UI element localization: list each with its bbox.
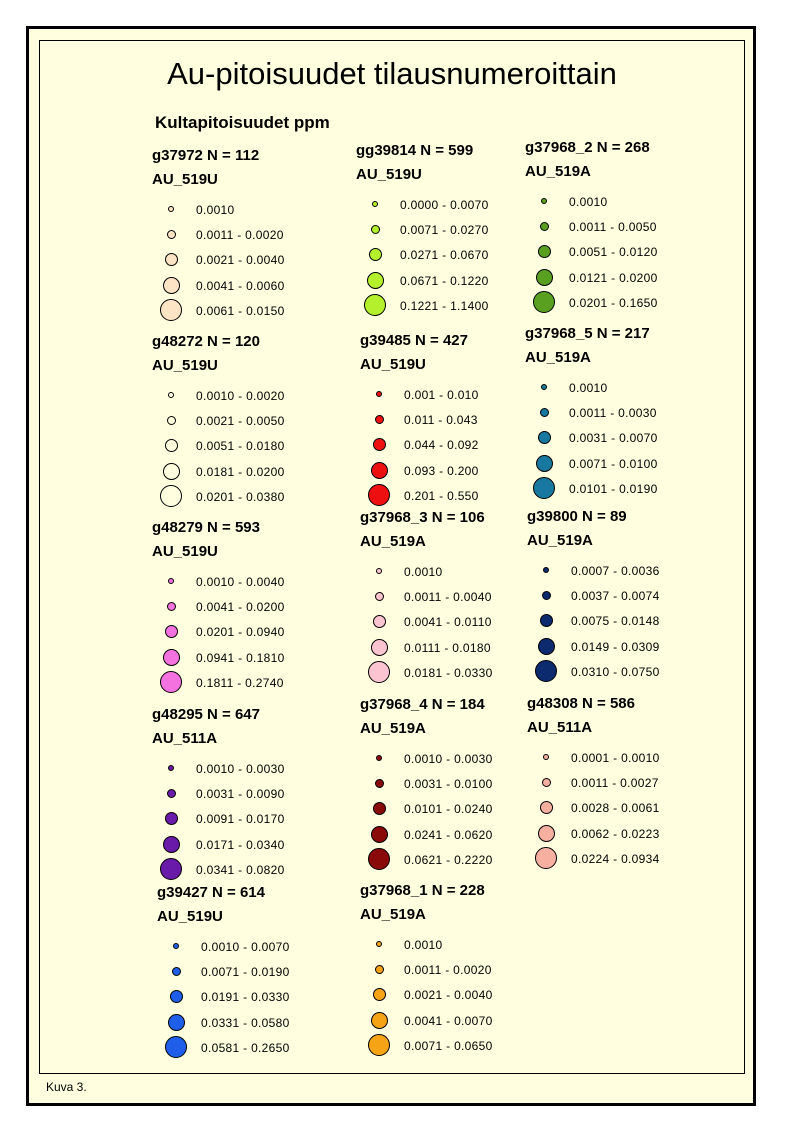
- class-range-label: 0.011 - 0.043: [404, 413, 478, 427]
- circle-symbol-icon: [533, 291, 555, 313]
- class-range-label: 0.0010 - 0.0020: [196, 389, 285, 403]
- class-range-label: 0.1221 - 1.1400: [400, 299, 489, 313]
- class-range-label: 0.0021 - 0.0040: [404, 988, 493, 1002]
- class-range-label: 0.1811 - 0.2740: [196, 676, 284, 690]
- circle-symbol-icon: [376, 755, 382, 761]
- circle-symbol-icon: [372, 201, 378, 207]
- group-field: AU_511A: [152, 730, 218, 747]
- legend-entry: [152, 596, 352, 616]
- class-range-label: 0.0037 - 0.0074: [571, 589, 660, 603]
- circle-symbol-icon: [163, 649, 180, 666]
- figure-caption: Kuva 3.: [46, 1080, 87, 1094]
- class-range-label: 0.0011 - 0.0050: [569, 220, 657, 234]
- class-range-label: 0.0201 - 0.0940: [196, 625, 285, 639]
- circle-symbol-icon: [168, 578, 174, 584]
- class-range-label: 0.0241 - 0.0620: [404, 828, 493, 842]
- circle-symbol-icon: [536, 269, 553, 286]
- group-heading: g39427 N = 614: [157, 884, 265, 901]
- class-range-label: 0.0581 - 0.2650: [201, 1041, 290, 1055]
- class-range-label: 0.0091 - 0.0170: [196, 812, 285, 826]
- circle-symbol-icon: [538, 825, 555, 842]
- class-range-label: 0.0010: [569, 195, 608, 209]
- legend-entry: [157, 986, 357, 1006]
- group-field: AU_519A: [360, 720, 426, 737]
- class-range-label: 0.0181 - 0.0200: [196, 465, 285, 479]
- circle-symbol-icon: [373, 988, 386, 1001]
- group-field: AU_519U: [152, 543, 218, 560]
- class-range-label: 0.0071 - 0.0100: [569, 457, 658, 471]
- circle-symbol-icon: [160, 858, 182, 880]
- circle-symbol-icon: [167, 230, 176, 239]
- legend-entry: [525, 191, 725, 211]
- legend-entry: [157, 961, 357, 981]
- class-range-label: 0.0011 - 0.0040: [404, 590, 492, 604]
- class-range-label: 0.0031 - 0.0090: [196, 787, 285, 801]
- class-range-label: 0.0671 - 0.1220: [400, 274, 489, 288]
- legend-entry: [527, 823, 727, 843]
- group-heading: g37968_3 N = 106: [360, 509, 485, 526]
- class-range-label: 0.0041 - 0.0070: [404, 1014, 493, 1028]
- legend-entry: [152, 486, 352, 506]
- class-range-label: 0.0201 - 0.1650: [569, 296, 658, 310]
- circle-symbol-icon: [371, 462, 388, 479]
- circle-symbol-icon: [368, 1034, 390, 1056]
- legend-entry: [525, 241, 725, 261]
- class-range-label: 0.0271 - 0.0670: [400, 248, 489, 262]
- legend-entry: [157, 936, 357, 956]
- class-range-label: 0.0000 - 0.0070: [400, 198, 489, 212]
- circle-symbol-icon: [165, 625, 178, 638]
- circle-symbol-icon: [163, 836, 180, 853]
- legend-entry: [152, 808, 352, 828]
- group-field: AU_519A: [527, 532, 593, 549]
- circle-symbol-icon: [168, 765, 174, 771]
- class-range-label: 0.0071 - 0.0190: [201, 965, 290, 979]
- class-range-label: 0.0010: [404, 565, 443, 579]
- circle-symbol-icon: [160, 485, 182, 507]
- legend-entry: [152, 783, 352, 803]
- circle-symbol-icon: [167, 789, 176, 798]
- circle-symbol-icon: [168, 206, 174, 212]
- class-range-label: 0.0331 - 0.0580: [201, 1016, 290, 1030]
- class-range-label: 0.0101 - 0.0190: [569, 482, 658, 496]
- class-range-label: 0.0010 - 0.0030: [404, 752, 493, 766]
- class-range-label: 0.0149 - 0.0309: [571, 640, 660, 654]
- circle-symbol-icon: [369, 248, 382, 261]
- class-range-label: 0.0181 - 0.0330: [404, 666, 493, 680]
- group-heading: g37968_2 N = 268: [525, 139, 650, 156]
- circle-symbol-icon: [376, 941, 382, 947]
- class-range-label: 0.0941 - 0.1810: [196, 651, 285, 665]
- legend-entry: [360, 1010, 560, 1030]
- class-range-label: 0.0051 - 0.0180: [196, 439, 285, 453]
- legend-entry: [525, 216, 725, 236]
- class-range-label: 0.0010: [404, 938, 443, 952]
- legend-subtitle: Kultapitoisuudet ppm: [155, 113, 330, 132]
- circle-symbol-icon: [375, 965, 384, 974]
- class-range-label: 0.0111 - 0.0180: [404, 641, 491, 655]
- legend-entry: [152, 672, 352, 692]
- circle-symbol-icon: [376, 391, 382, 397]
- group-heading: g48279 N = 593: [152, 519, 260, 536]
- class-range-label: 0.0028 - 0.0061: [571, 801, 660, 815]
- page-title: Au-pitoisuudet tilausnumeroittain: [167, 56, 617, 91]
- group-field: AU_519U: [157, 908, 223, 925]
- group-heading: g37972 N = 112: [152, 147, 260, 164]
- class-range-label: 0.0310 - 0.0750: [571, 665, 660, 679]
- class-range-label: 0.001 - 0.010: [404, 388, 479, 402]
- legend-entry: [360, 984, 560, 1004]
- circle-symbol-icon: [543, 754, 549, 760]
- legend-entry: [152, 224, 352, 244]
- circle-symbol-icon: [163, 463, 180, 480]
- class-range-label: 0.0010 - 0.0030: [196, 762, 285, 776]
- legend-entry: [152, 621, 352, 641]
- class-range-label: 0.0031 - 0.0070: [569, 431, 658, 445]
- class-range-label: 0.0201 - 0.0380: [196, 490, 285, 504]
- class-range-label: 0.0191 - 0.0330: [201, 990, 290, 1004]
- circle-symbol-icon: [541, 198, 547, 204]
- circle-symbol-icon: [368, 848, 390, 870]
- legend-entry: [527, 661, 727, 681]
- circle-symbol-icon: [376, 568, 382, 574]
- group-heading: gg39814 N = 599: [356, 142, 474, 159]
- class-range-label: 0.0224 - 0.0934: [571, 852, 660, 866]
- group-field: AU_519U: [152, 357, 218, 374]
- class-range-label: 0.0075 - 0.0148: [571, 614, 660, 628]
- legend-entry: [152, 834, 352, 854]
- legend-entry: [152, 385, 352, 405]
- class-range-label: 0.0041 - 0.0200: [196, 600, 285, 614]
- legend-entry: [152, 410, 352, 430]
- circle-symbol-icon: [160, 671, 182, 693]
- group-field: AU_511A: [527, 719, 593, 736]
- class-range-label: 0.0011 - 0.0020: [404, 963, 492, 977]
- circle-symbol-icon: [170, 990, 183, 1003]
- group-field: AU_519A: [360, 533, 426, 550]
- class-range-label: 0.0621 - 0.2220: [404, 853, 493, 867]
- legend-entry: [157, 1012, 357, 1032]
- circle-symbol-icon: [368, 484, 390, 506]
- class-range-label: 0.0341 - 0.0820: [196, 863, 285, 877]
- class-range-label: 0.0001 - 0.0010: [571, 751, 660, 765]
- group-heading: g39485 N = 427: [360, 332, 468, 349]
- legend-entry: [527, 560, 727, 580]
- legend-entry: [525, 377, 725, 397]
- legend-entry: [152, 435, 352, 455]
- legend-entry: [157, 1037, 357, 1057]
- circle-symbol-icon: [168, 1014, 185, 1031]
- class-range-label: 0.0011 - 0.0027: [571, 776, 659, 790]
- circle-symbol-icon: [364, 294, 386, 316]
- class-range-label: 0.0061 - 0.0150: [196, 304, 285, 318]
- legend-entry: [152, 461, 352, 481]
- legend-entry: [527, 772, 727, 792]
- legend-entry: [527, 747, 727, 767]
- circle-symbol-icon: [540, 801, 553, 814]
- circle-symbol-icon: [540, 614, 553, 627]
- legend-entry: [527, 636, 727, 656]
- group-heading: g48295 N = 647: [152, 706, 260, 723]
- class-range-label: 0.0011 - 0.0020: [196, 228, 284, 242]
- circle-symbol-icon: [542, 778, 551, 787]
- legend-entry: [360, 934, 560, 954]
- legend-entry: [527, 848, 727, 868]
- group-heading: g39800 N = 89: [527, 508, 627, 525]
- class-range-label: 0.0171 - 0.0340: [196, 838, 285, 852]
- circle-symbol-icon: [167, 602, 176, 611]
- circle-symbol-icon: [375, 779, 384, 788]
- circle-symbol-icon: [165, 1036, 187, 1058]
- group-field: AU_519A: [360, 906, 426, 923]
- circle-symbol-icon: [535, 660, 557, 682]
- group-field: AU_519A: [525, 163, 591, 180]
- legend-entry: [152, 647, 352, 667]
- class-range-label: 0.0062 - 0.0223: [571, 827, 660, 841]
- circle-symbol-icon: [371, 639, 388, 656]
- class-range-label: 0.0010 - 0.0070: [201, 940, 290, 954]
- class-range-label: 0.0041 - 0.0060: [196, 279, 285, 293]
- legend-entry: [525, 402, 725, 422]
- legend-entry: [152, 571, 352, 591]
- class-range-label: 0.0021 - 0.0050: [196, 414, 285, 428]
- class-range-label: 0.201 - 0.550: [404, 489, 479, 503]
- class-range-label: 0.0011 - 0.0030: [569, 406, 657, 420]
- legend-entry: [525, 292, 725, 312]
- legend-entry: [152, 758, 352, 778]
- class-range-label: 0.0010 - 0.0040: [196, 575, 285, 589]
- group-field: AU_519U: [356, 166, 422, 183]
- class-range-label: 0.0021 - 0.0040: [196, 253, 285, 267]
- legend-entry: [152, 859, 352, 879]
- circle-symbol-icon: [538, 638, 555, 655]
- group-field: AU_519U: [360, 356, 426, 373]
- circle-symbol-icon: [535, 847, 557, 869]
- circle-symbol-icon: [538, 245, 551, 258]
- class-range-label: 0.0071 - 0.0650: [404, 1039, 493, 1053]
- group-heading: g37968_1 N = 228: [360, 882, 485, 899]
- legend-entry: [152, 249, 352, 269]
- circle-symbol-icon: [165, 812, 178, 825]
- group-field: AU_519A: [525, 349, 591, 366]
- circle-symbol-icon: [538, 431, 551, 444]
- legend-entry: [527, 585, 727, 605]
- circle-symbol-icon: [373, 438, 386, 451]
- circle-symbol-icon: [371, 225, 380, 234]
- circle-symbol-icon: [540, 222, 549, 231]
- circle-symbol-icon: [533, 477, 555, 499]
- circle-symbol-icon: [173, 943, 179, 949]
- legend-entry: [360, 1035, 560, 1055]
- class-range-label: 0.0101 - 0.0240: [404, 802, 493, 816]
- class-range-label: 0.0010: [196, 203, 235, 217]
- circle-symbol-icon: [160, 299, 182, 321]
- class-range-label: 0.0010: [569, 381, 608, 395]
- circle-symbol-icon: [167, 416, 176, 425]
- legend-entry: [152, 199, 352, 219]
- circle-symbol-icon: [163, 277, 180, 294]
- legend-entry: [527, 610, 727, 630]
- circle-symbol-icon: [367, 272, 384, 289]
- legend-entry: [525, 478, 725, 498]
- class-range-label: 0.044 - 0.092: [404, 438, 479, 452]
- circle-symbol-icon: [165, 439, 178, 452]
- circle-symbol-icon: [543, 567, 549, 573]
- class-range-label: 0.0031 - 0.0100: [404, 777, 493, 791]
- circle-symbol-icon: [541, 384, 547, 390]
- circle-symbol-icon: [165, 253, 178, 266]
- class-range-label: 0.093 - 0.200: [404, 464, 479, 478]
- legend-entry: [152, 275, 352, 295]
- circle-symbol-icon: [540, 408, 549, 417]
- legend-entry: [525, 267, 725, 287]
- legend-entry: [525, 427, 725, 447]
- circle-symbol-icon: [373, 802, 386, 815]
- legend-entry: [360, 959, 560, 979]
- class-range-label: 0.0041 - 0.0110: [404, 615, 492, 629]
- class-range-label: 0.0071 - 0.0270: [400, 223, 489, 237]
- circle-symbol-icon: [371, 826, 388, 843]
- circle-symbol-icon: [375, 415, 384, 424]
- legend-entry: [525, 453, 725, 473]
- legend-entry: [527, 797, 727, 817]
- class-range-label: 0.0007 - 0.0036: [571, 564, 660, 578]
- group-heading: g48308 N = 586: [527, 695, 635, 712]
- circle-symbol-icon: [368, 661, 390, 683]
- legend-entry: [152, 300, 352, 320]
- group-heading: g37968_4 N = 184: [360, 696, 485, 713]
- circle-symbol-icon: [371, 1012, 388, 1029]
- class-range-label: 0.0051 - 0.0120: [569, 245, 658, 259]
- circle-symbol-icon: [542, 591, 551, 600]
- circle-symbol-icon: [373, 615, 386, 628]
- circle-symbol-icon: [375, 592, 384, 601]
- group-heading: g48272 N = 120: [152, 333, 260, 350]
- group-heading: g37968_5 N = 217: [525, 325, 650, 342]
- circle-symbol-icon: [172, 967, 181, 976]
- circle-symbol-icon: [168, 392, 174, 398]
- class-range-label: 0.0121 - 0.0200: [569, 271, 658, 285]
- group-field: AU_519U: [152, 171, 218, 188]
- circle-symbol-icon: [536, 455, 553, 472]
